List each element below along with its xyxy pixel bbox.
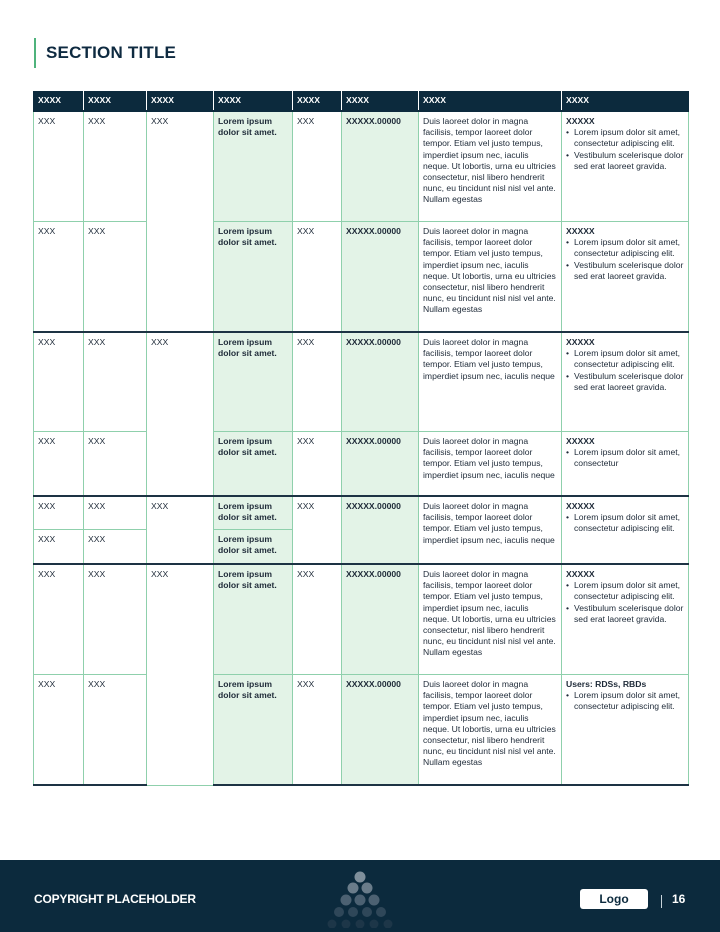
table-header-row xyxy=(34,91,689,111)
dot-pattern-graphic xyxy=(310,868,410,928)
notes-heading: XXXXX xyxy=(566,436,595,446)
section-title: SECTION TITLE xyxy=(46,43,177,62)
cell: XXXXX.00000 xyxy=(342,496,419,564)
description-cell: Duis laoreet dolor in magna facilisis, tempor laoreet dolor tempor. Etiam vel justo tempus, imperdiet ipsum nec, iaculis neque xyxy=(419,432,562,497)
notes-heading: XXXXX xyxy=(566,501,595,511)
copyright-text: COPYRIGHT PLACEHOLDER xyxy=(34,892,196,906)
notes-heading: Users: RDSs, RBDs xyxy=(566,679,647,689)
description-cell: Duis laoreet dolor in magna facilisis, tempor laoreet dolor tempor. Etiam vel justo tempus, imperdiet ipsum nec, iaculis neque. Ut lobortis, urna eu ultricies consectetur, nisl libero hendrerit nunc, eu tincidunt nisl nisl vel ante. Nullam egestas xyxy=(419,111,562,222)
cell: XXX xyxy=(84,432,147,497)
section-accent-bar xyxy=(34,38,36,68)
notes-cell xyxy=(562,332,689,432)
notes-heading: XXXXX xyxy=(566,569,595,579)
cell: XXX xyxy=(293,564,342,675)
column-header: XXXX xyxy=(214,91,293,111)
notes-cell xyxy=(562,222,689,333)
bullet-item: • Lorem ipsum dolor sit amet, consectetur adipiscing elit. xyxy=(574,580,684,602)
bullet-item: • Lorem ipsum dolor sit amet, consectetur adipiscing elit. xyxy=(574,348,684,370)
column-header: XXXX xyxy=(419,91,562,111)
cell: Lorem ipsum dolor sit amet. xyxy=(214,530,293,565)
cell: Lorem ipsum dolor sit amet. xyxy=(214,675,293,786)
bullet-item: • Vestibulum scelerisque dolor sed erat laoreet gravida. xyxy=(574,371,684,393)
table-row xyxy=(34,564,689,675)
cell: Lorem ipsum dolor sit amet. xyxy=(214,111,293,222)
cell: XXX xyxy=(84,530,147,565)
table-row xyxy=(34,222,689,333)
notes-heading: XXXXX xyxy=(566,226,595,236)
bullet-item: • Lorem ipsum dolor sit amet, consectetur adipiscing elit. xyxy=(574,690,684,712)
notes-cell xyxy=(562,496,689,564)
cell: XXXXX.00000 xyxy=(342,222,419,333)
notes-cell xyxy=(562,564,689,675)
cell: XXX xyxy=(34,432,84,497)
bullet-item: • Vestibulum scelerisque dolor sed erat laoreet gravida. xyxy=(574,603,684,625)
cell: XXX xyxy=(84,564,147,675)
description-cell: Duis laoreet dolor in magna facilisis, tempor laoreet dolor tempor. Etiam vel justo tempus, imperdiet ipsum nec, iaculis neque xyxy=(419,332,562,432)
cell: XXX xyxy=(147,332,214,496)
data-table xyxy=(33,91,689,786)
cell: XXX xyxy=(84,222,147,333)
notes-cell xyxy=(562,432,689,497)
cell: Lorem ipsum dolor sit amet. xyxy=(214,332,293,432)
table-row xyxy=(34,111,689,222)
cell: Lorem ipsum dolor sit amet. xyxy=(214,496,293,530)
notes-heading: XXXXX xyxy=(566,116,595,126)
description-cell: Duis laoreet dolor in magna facilisis, tempor laoreet dolor tempor. Etiam vel justo tempus, imperdiet ipsum nec, iaculis neque. Ut lobortis, urna eu ultricies consectetur, nisl libero hendrerit nunc, eu tincidunt nisl nisl vel ante. Nullam egestas xyxy=(419,675,562,786)
table-row xyxy=(34,496,689,530)
cell: XXX xyxy=(84,496,147,530)
column-header: XXXX xyxy=(293,91,342,111)
cell: XXX xyxy=(34,530,84,565)
description-cell: Duis laoreet dolor in magna facilisis, tempor laoreet dolor tempor. Etiam vel justo tempus, imperdiet ipsum nec, iaculis neque. Ut lobortis, urna eu ultricies consectetur, nisl libero hendrerit nunc, eu tincidunt nisl nisl vel ante. Nullam egestas xyxy=(419,222,562,333)
cell: XXX xyxy=(34,496,84,530)
cell: XXX xyxy=(293,332,342,432)
cell: XXX xyxy=(293,432,342,497)
footer xyxy=(0,860,720,932)
bullet-item: • Lorem ipsum dolor sit amet, consectetur adipiscing elit. xyxy=(574,237,684,259)
column-header: XXXX xyxy=(34,91,84,111)
cell: XXX xyxy=(34,332,84,432)
cell: XXX xyxy=(293,675,342,786)
cell: XXX xyxy=(293,111,342,222)
bullet-item: • Lorem ipsum dolor sit amet, consectetur xyxy=(574,447,684,469)
column-header: XXXX xyxy=(342,91,419,111)
cell: XXXXX.00000 xyxy=(342,111,419,222)
notes-heading: XXXXX xyxy=(566,337,595,347)
cell: XXX xyxy=(84,675,147,786)
column-header: XXXX xyxy=(562,91,689,111)
bullet-item: • Lorem ipsum dolor sit amet, consectetur adipiscing elit. xyxy=(574,512,684,534)
cell: XXX xyxy=(147,564,214,785)
cell: XXXXX.00000 xyxy=(342,675,419,786)
table-row xyxy=(34,675,689,786)
cell: Lorem ipsum dolor sit amet. xyxy=(214,222,293,333)
cell: XXX xyxy=(34,564,84,675)
description-cell: Duis laoreet dolor in magna facilisis, tempor laoreet dolor tempor. Etiam vel justo tempus, imperdiet ipsum nec, iaculis neque. Ut lobortis, urna eu ultricies consectetur, nisl libero hendrerit nunc, eu tincidunt nisl nisl vel ante. Nullam egestas xyxy=(419,564,562,675)
notes-cell xyxy=(562,675,689,786)
cell: XXX xyxy=(293,222,342,333)
cell: Lorem ipsum dolor sit amet. xyxy=(214,564,293,675)
notes-cell xyxy=(562,111,689,222)
cell: XXX xyxy=(34,111,84,222)
cell: XXX xyxy=(147,111,214,332)
cell: XXX xyxy=(84,332,147,432)
cell: XXXXX.00000 xyxy=(342,332,419,432)
cell: Lorem ipsum dolor sit amet. xyxy=(214,432,293,497)
page-number: 16 xyxy=(672,892,686,906)
column-header: XXXX xyxy=(147,91,214,111)
footer-divider xyxy=(661,895,662,908)
cell: XXXXX.00000 xyxy=(342,432,419,497)
table-row xyxy=(34,432,689,497)
logo: Logo xyxy=(580,889,648,909)
cell: XXXXX.00000 xyxy=(342,564,419,675)
cell: XXX xyxy=(34,222,84,333)
table-row xyxy=(34,332,689,432)
bullet-item: • Vestibulum scelerisque dolor sed erat laoreet gravida. xyxy=(574,150,684,172)
cell: XXX xyxy=(147,496,214,564)
bullet-item: • Vestibulum scelerisque dolor sed erat laoreet gravida. xyxy=(574,260,684,282)
cell: XXX xyxy=(84,111,147,222)
column-header: XXXX xyxy=(84,91,147,111)
bullet-item: • Lorem ipsum dolor sit amet, consectetur adipiscing elit. xyxy=(574,127,684,149)
description-cell: Duis laoreet dolor in magna facilisis, tempor laoreet dolor tempor. Etiam vel justo tempus, imperdiet ipsum nec, iaculis neque xyxy=(419,496,562,564)
cell: XXX xyxy=(293,496,342,564)
cell: XXX xyxy=(34,675,84,786)
